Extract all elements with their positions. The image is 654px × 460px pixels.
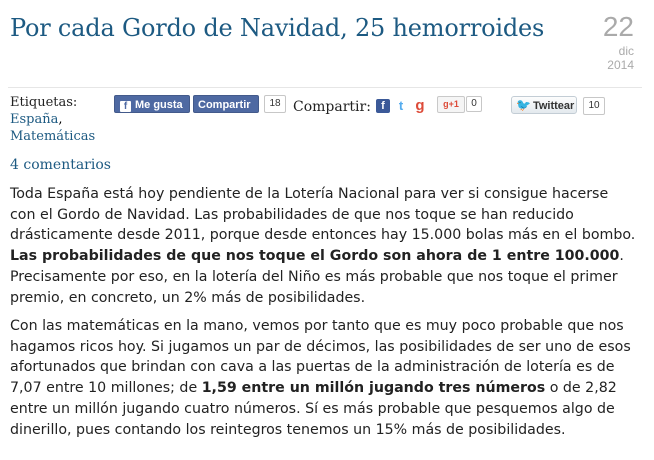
facebook-share-button[interactable] <box>193 95 259 113</box>
post-tags <box>10 94 95 145</box>
paragraph-text: o de 2,82 entre un millón jugando cuatro números. Sí es más probable que pesquemos algo de dinerillo, pues contando los reintegros tenemos un 15% más de posibilidades. <box>10 380 617 438</box>
paragraph-bold: Las probabilidades de que nos toque el Gordo son ahora de 1 entre 100.000 <box>10 248 620 265</box>
post-title[interactable]: Por cada Gordo de Navidad, 25 hemorroides <box>10 14 545 42</box>
date-day: 22 <box>602 11 634 42</box>
facebook-like-label: Me gusta <box>135 99 183 111</box>
post-date <box>574 12 634 72</box>
google-plus-icon[interactable]: g <box>415 97 425 114</box>
facebook-share-count: 18 <box>264 95 286 113</box>
paragraph-bold: 1,59 entre un millón jugando tres números <box>201 380 546 397</box>
google-plus-count: 0 <box>466 96 482 112</box>
tag-separator: , <box>58 112 63 127</box>
facebook-icon: f <box>120 101 131 112</box>
article-paragraph <box>10 316 638 440</box>
tweet-button[interactable] <box>511 96 577 114</box>
article-paragraph <box>10 184 638 308</box>
date-month: dic <box>618 44 634 58</box>
header-divider <box>8 87 642 88</box>
paragraph-text: Toda España está hoy pendiente de la Lotería Nacional para ver si consigue hacerse con el Gordo de Navidad. Las probabilidades de que nos toque se han reducido drásticamente desde 2011, porque desde entonces hay 15.000 bolas más en el bombo. <box>10 186 636 244</box>
comments-link[interactable]: 4 comentarios <box>10 157 111 173</box>
paragraph-text: Con las matemáticas en la mano, vemos por tanto que es muy poco probable que nos hagamos ricos hoy. Si jugamos un par de décimos, las posibilidades de ser uno de esos afortunados que brindan con cava a las puertas de la administración de lotería es de 7,07 entre 10 millones; de <box>10 318 631 397</box>
twitter-icon[interactable]: t <box>398 98 404 113</box>
date-year: 2014 <box>607 58 634 72</box>
tags-label: Etiquetas: <box>10 95 78 110</box>
tweet-count: 10 <box>583 97 605 115</box>
facebook-icon[interactable]: f <box>376 99 390 113</box>
share-label: Compartir: <box>293 99 371 115</box>
facebook-like-button[interactable] <box>114 95 190 113</box>
tag-link-matematicas[interactable]: Matemáticas <box>10 129 96 144</box>
tweet-label: Twittear <box>532 100 575 112</box>
twitter-bird-icon: 🐦 <box>516 98 531 112</box>
facebook-share-label: Compartir <box>198 99 251 111</box>
google-plus-one-button[interactable]: g+1 <box>437 96 465 113</box>
tag-link-espana[interactable]: España <box>10 112 59 127</box>
paragraph-text: . Precisamente por eso, en la lotería del Niño es más probable que nos toque el primer premio, en concreto, un 2% más de posibilidades. <box>10 248 624 306</box>
